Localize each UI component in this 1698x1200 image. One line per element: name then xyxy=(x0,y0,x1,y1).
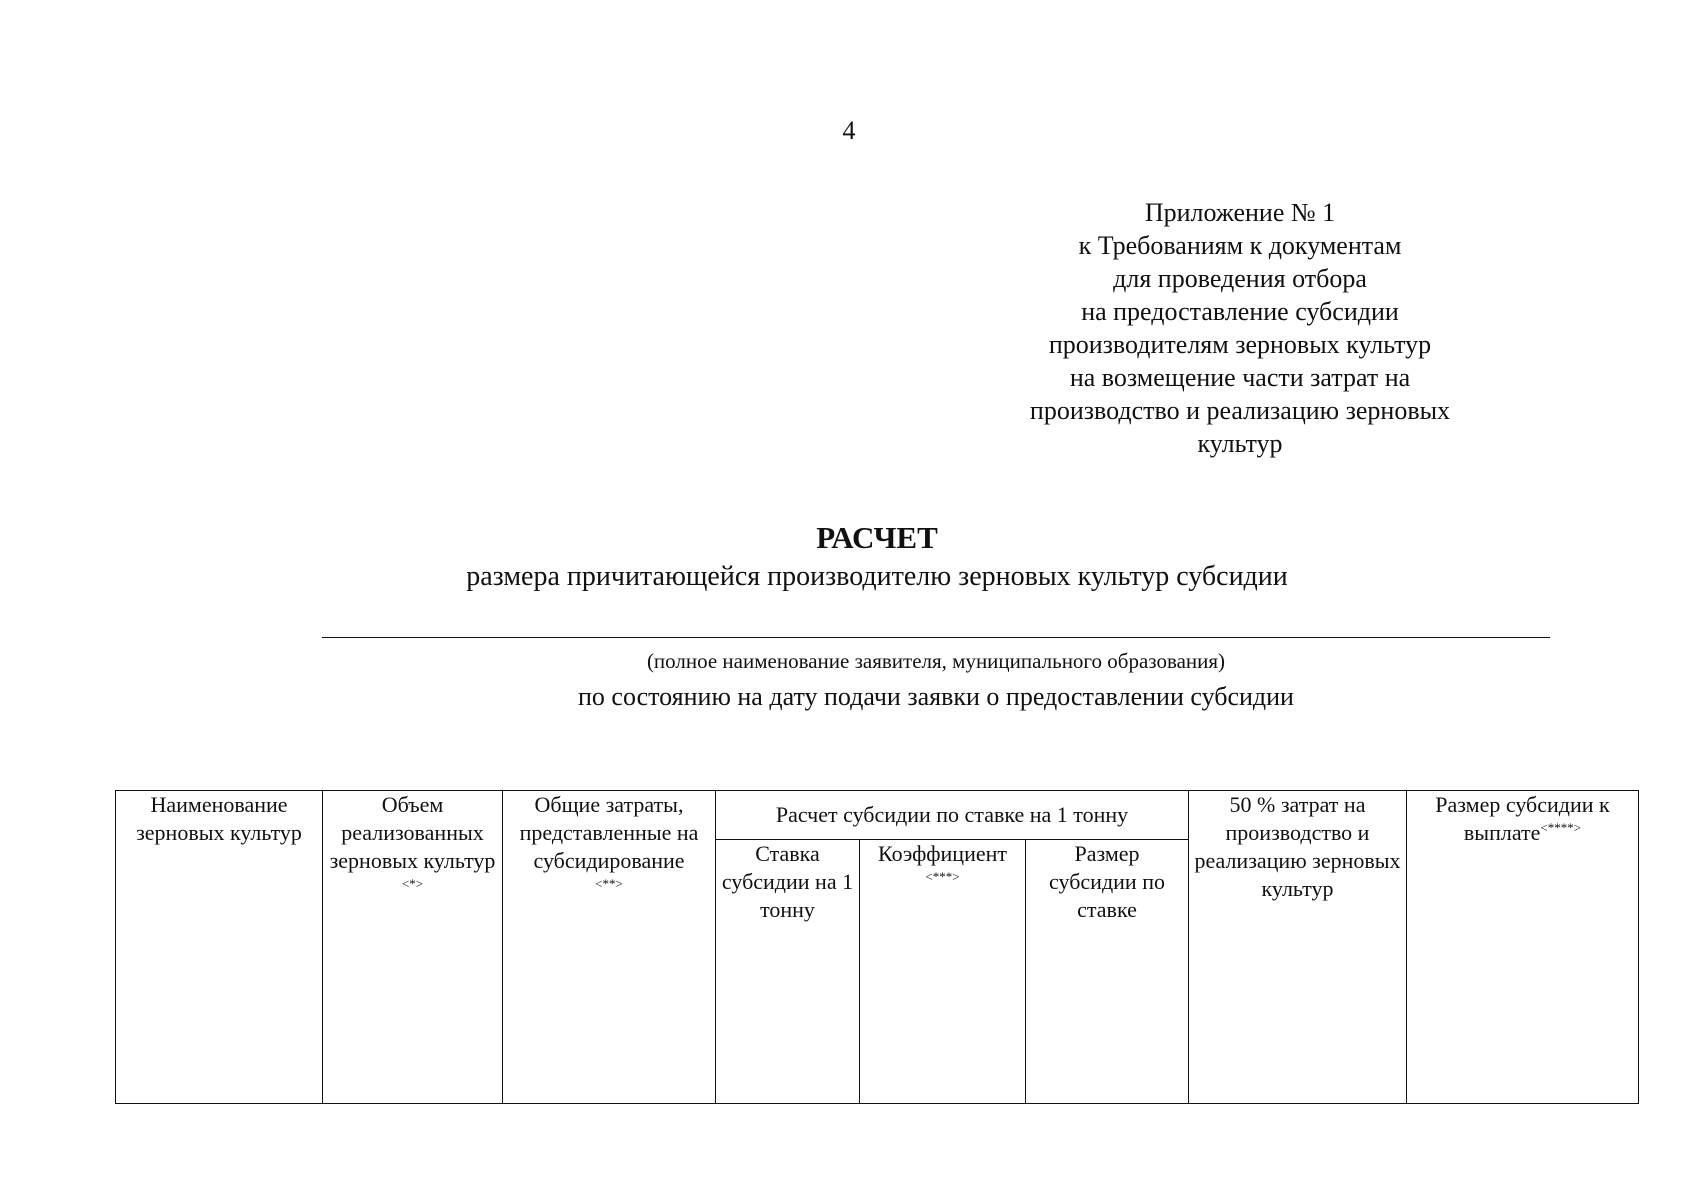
appendix-line: на возмещение части затрат на xyxy=(1069,363,1411,392)
applicant-caption: (полное наименование заявителя, муниципального образования) xyxy=(646,649,1226,673)
header-rate-calculation-group: Расчет субсидии по ставке на 1 тонну xyxy=(716,791,1189,840)
appendix-line: культур xyxy=(1197,429,1283,458)
header-total-costs: Общие затраты, представленные на субсидирование <**> xyxy=(503,791,716,1104)
header-rate-per-ton: Ставка субсидии на 1 тонну xyxy=(716,840,860,1104)
appendix-line: на предоставление субсидии xyxy=(1081,297,1399,326)
as-of-date-line: по состоянию на дату подачи заявки о предоставлении субсидии xyxy=(578,682,1294,711)
footnote-marker: <****> xyxy=(1540,820,1582,835)
appendix-line: производство и реализацию зерновых xyxy=(1029,396,1451,425)
page-number: 4 xyxy=(842,116,856,145)
header-payout: Размер субсидии к выплате<****> xyxy=(1407,791,1639,1104)
appendix-line: к Требованиям к документам xyxy=(1078,231,1402,260)
document-subtitle: размера причитающейся производителю зерновых культур субсидии xyxy=(466,561,1288,592)
header-coefficient: Коэффициент <***> xyxy=(860,840,1026,1104)
appendix-line: производителям зерновых культур xyxy=(1048,330,1432,359)
header-crop-name: Наименование зерновых культур xyxy=(116,791,323,1104)
document-title: РАСЧЕТ xyxy=(816,520,938,555)
applicant-fill-line xyxy=(322,637,1550,638)
calculation-table xyxy=(115,790,1639,1104)
footnote-marker: <**> xyxy=(595,876,623,891)
appendix-block xyxy=(980,196,1500,460)
header-sold-volume: Объем реализованных зерновых культур <*> xyxy=(323,791,503,1104)
appendix-line: Приложение № 1 xyxy=(1144,198,1336,227)
appendix-line: для проведения отбора xyxy=(1113,264,1367,293)
footnote-marker: <*> xyxy=(401,876,424,891)
footnote-marker: <***> xyxy=(925,869,960,885)
header-half-costs: 50 % затрат на производство и реализацию зерновых культур xyxy=(1189,791,1407,1104)
header-rate-amount: Размер субсидии по ставке xyxy=(1026,840,1189,1104)
